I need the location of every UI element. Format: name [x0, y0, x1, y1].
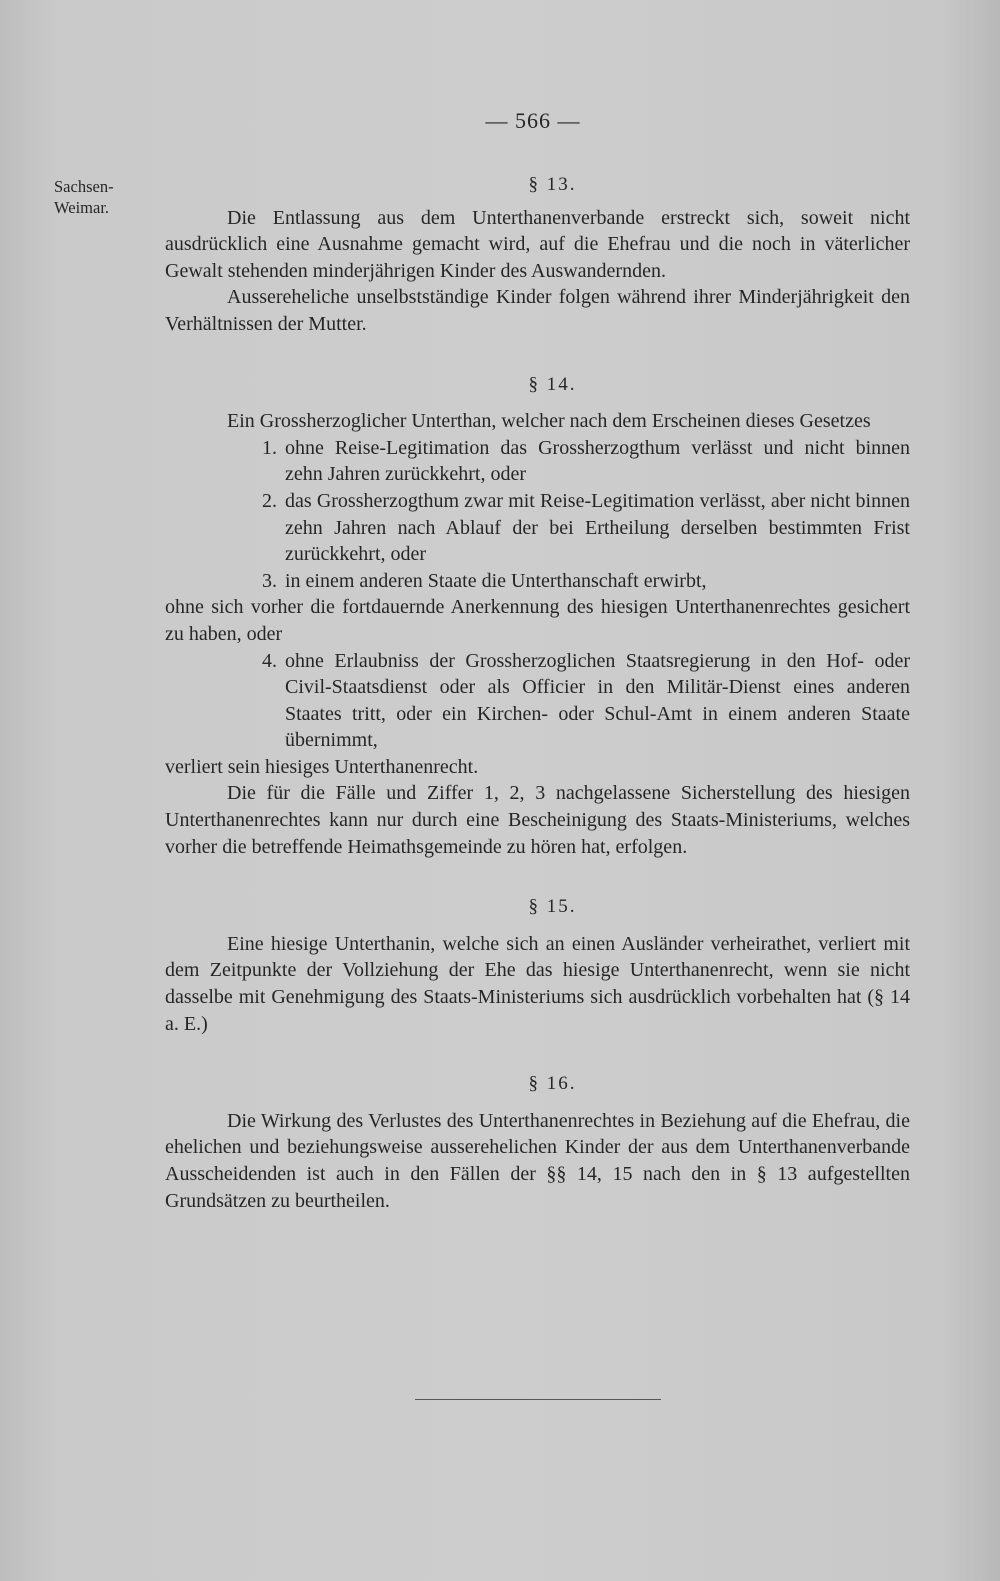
section-15: [165, 894, 910, 1037]
document-body: [165, 172, 910, 1214]
margin-note-line-1: Sachsen-: [54, 177, 114, 196]
list-item-text: das Grossherzogthum zwar mit Reise-Legitimation verlässt, aber nicht binnen zehn Jahren nach Ablauf der bei Ertheilung derselben bestimmten Frist zurückkehrt, oder: [285, 489, 910, 566]
section-14-list-continued: [165, 648, 910, 754]
list-item: [165, 488, 910, 568]
section-15-paragraph: Eine hiesige Unterthanin, welche sich an einen Ausländer verheirathet, verliert mit dem Zeitpunkte der Vollziehung der Ehe das hiesige Unterthanenrecht, wenn sie nicht dasselbe mit Genehmigung des Staats-Ministeriums sich ausdrücklich vorbehalten hat (§ 14 a. E.): [165, 932, 910, 1035]
list-item-number: 1.: [262, 436, 277, 459]
section-15-heading: § 15.: [528, 896, 577, 918]
list-item-text: ohne Reise-Legitimation das Grossherzogthum verlässt und nicht binnen zehn Jahren zurückkehrt, oder: [285, 436, 910, 486]
list-item: [165, 648, 910, 754]
list-item: [165, 435, 910, 488]
section-16-paragraph: Die Wirkung des Verlustes des Unterthanenrechtes in Beziehung auf die Ehefrau, die ehelichen und beziehungsweise ausserehelichen Kinder der aus dem Unterthanenverbande Ausscheidenden ist auch in den Fällen der §§ 14, 15 nach den in § 13 aufgestellten Grundsätzen zu beurtheilen.: [165, 1109, 910, 1212]
list-item-number: 4.: [262, 649, 277, 672]
spacer: [165, 338, 910, 372]
list-item-number: 2.: [262, 489, 277, 512]
margin-note: [54, 176, 164, 218]
section-16-heading: § 16.: [528, 1073, 577, 1095]
section-14-intro: Ein Grossherzoglicher Unterthan, welcher nach dem Erscheinen dieses Gesetzes: [227, 410, 871, 433]
page-number: — 566 —: [485, 108, 581, 133]
spacer: [165, 1037, 910, 1071]
list-item-text: ohne Erlaubniss der Grossherzoglichen Staatsregierung in den Hof- oder Civil-Staatsdienst oder als Officier in den Militär-Dienst eines anderen Staates tritt, oder ein Kirchen- oder Schul-Amt in einem anderen Staate übernimmt,: [285, 649, 910, 752]
section-13-paragraph-1: Die Entlassung aus dem Unterthanenverbande erstreckt sich, soweit nicht ausdrücklich eine Ausnahme gemacht wird, auf die Ehefrau und die noch in väterlicher Gewalt stehenden minderjährigen Kinder des Auswandernden.: [165, 206, 910, 282]
section-13-paragraph-2: Aussereheliche unselbstständige Kinder folgen während ihrer Minderjährigkeit den Verhältnissen der Mutter.: [165, 286, 910, 335]
section-13: [165, 172, 910, 338]
section-14-conclusion: verliert sein hiesiges Unterthanenrecht.: [165, 755, 479, 778]
section-16: [165, 1071, 910, 1214]
list-item-text: in einem anderen Staate die Unterthanschaft erwirbt,: [285, 569, 707, 592]
section-14-heading: § 14.: [528, 373, 577, 395]
section-14: [165, 372, 910, 861]
section-14-list: [165, 435, 910, 595]
list-item-number: 3.: [262, 569, 277, 592]
section-14-paragraph-2: Die für die Fälle und Ziffer 1, 2, 3 nachgelassene Sicherstellung des hiesigen Unterthanenrechtes kann nur durch eine Bescheinigung des Staats-Ministeriums, welches vorher die betreffende Heimathsgemeinde zu hören hat, erfolgen.: [165, 782, 910, 858]
section-14-continuation: ohne sich vorher die fortdauernde Anerkennung des hiesigen Unterthanenrechtes gesichert zu haben, oder: [165, 596, 910, 645]
section-13-heading: § 13.: [528, 174, 577, 195]
spacer: [165, 860, 910, 894]
end-rule-divider: [415, 1399, 661, 1400]
list-item: [165, 568, 910, 595]
margin-note-line-2: Weimar.: [54, 198, 110, 217]
